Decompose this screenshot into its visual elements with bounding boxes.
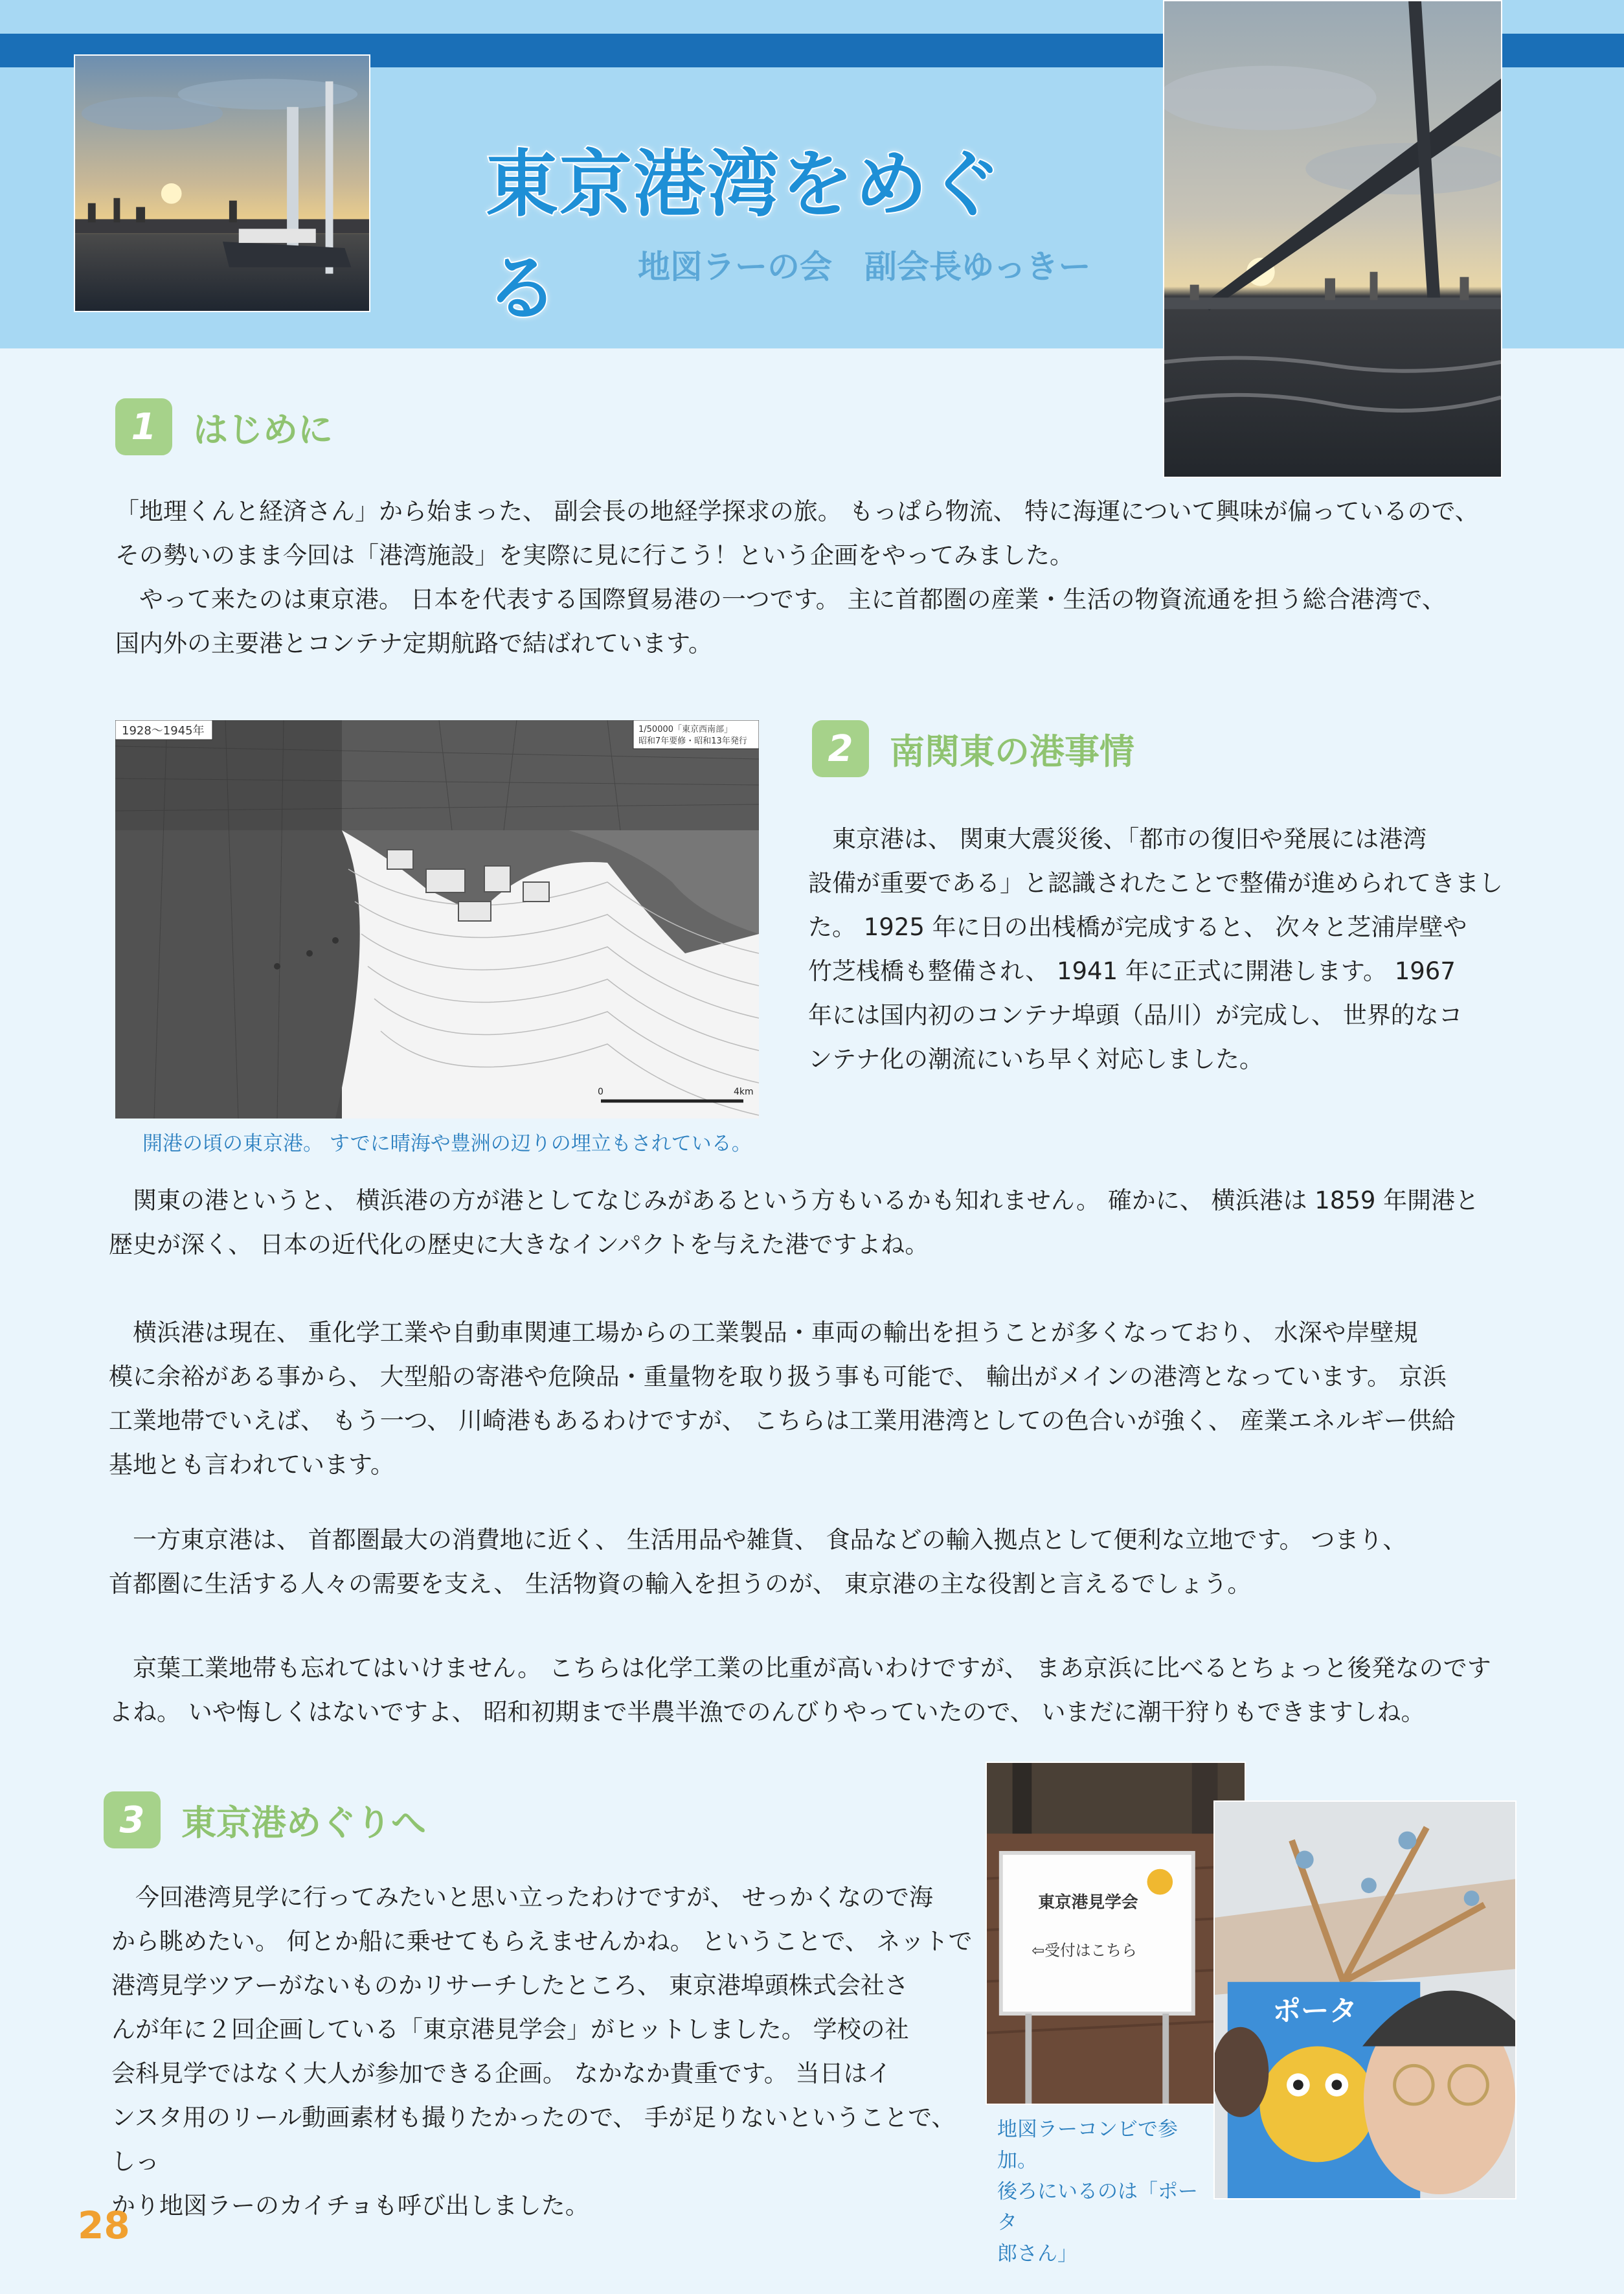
text-line: 京葉工業地帯も忘れてはいけません。 こちらは化学工業の比重が高いわけですが、 まあ京浜に比べるとちょっと後発なのです <box>109 1654 1491 1682</box>
text-line: 基地とも言われています。 <box>109 1451 395 1479</box>
text-line: 関東の港というと、 横浜港の方が港としてなじみがあるという方もいるかも知れません。 確かに、 横浜港は 1859 年開港と <box>109 1187 1480 1214</box>
caption-line: 後ろにいるのは「ポータ <box>997 2180 1198 2234</box>
text-line: んが年に２回企画している「東京港見学会」がヒットしました。 学校の社 <box>111 2016 909 2043</box>
section-3-paragraph <box>111 1876 973 2228</box>
caption-line: 地図ラーコンビで参加。 <box>997 2118 1178 2172</box>
text-line: 年には国内初のコンテナ埠頭（品川）が完成し、 世界的なコ <box>808 1001 1463 1029</box>
section-2-paragraph <box>808 817 1559 1082</box>
text-line: やって来たのは東京港。 日本を代表する国際貿易港の一つです。 主に首都圏の産業・生活の物資流通を担う総合港湾で、 <box>115 585 1446 613</box>
section-3-heading <box>104 1791 426 1848</box>
photo-selfie-mascot <box>1213 1800 1517 2199</box>
photo-rainbow-bridge <box>1163 0 1502 478</box>
text-line: ンスタ用のリール動画素材も撮りたかったので、 手が足りないということで、 しっ <box>111 2104 956 2175</box>
map-scale-start: 0 <box>598 1087 603 1097</box>
keiyo-paragraph <box>109 1646 1546 1734</box>
map-scale-end: 4km <box>734 1087 754 1097</box>
photo-sunset-ferry <box>74 54 370 312</box>
sign-direction: ⇦受付はこちら <box>1032 1941 1137 1960</box>
text-line: 竹芝桟橋も整備され、 1941 年に正式に開港します。 1967 <box>808 957 1456 985</box>
text-line: 横浜港は現在、 重化学工業や自動車関連工場からの工業製品・車両の輸出を担うことが多くなっており、 水深や岸壁規 <box>109 1319 1418 1346</box>
text-line: 歴史が深く、 日本の近代化の歴史に大きなインパクトを与えた港ですよね。 <box>109 1231 929 1258</box>
text-line: 一方東京港は、 首都圏最大の消費地に近く、 生活用品や雑貨、 食品などの輸入拠点として便利な立地です。 つまり、 <box>109 1526 1407 1554</box>
section-number: 1 <box>115 398 172 455</box>
poster-text: ポータ <box>1272 1994 1358 2028</box>
section-number: 2 <box>812 720 869 777</box>
section-title: 南関東の港事情 <box>890 731 1134 772</box>
section-title: はじめに <box>193 409 333 450</box>
photo-reception-sign <box>986 1762 1246 2105</box>
sign-title: 東京港見学会 <box>1038 1892 1138 1913</box>
map-caption: 開港の頃の東京港。 すでに晴海や豊洲の辺りの埋立もされている。 <box>142 1132 752 1155</box>
map-source-label: 1/50000「東京西南部」 <box>638 725 733 734</box>
page-number: 28 <box>78 2203 130 2247</box>
caption-line: 郎さん」 <box>997 2242 1077 2266</box>
text-line: 模に余裕がある事から、 大型船の寄港や危険品・重量物を取り扱う事も可能で、 輸出がメインの港湾となっています。 京浜 <box>109 1363 1447 1391</box>
text-line: た。 1925 年に日の出桟橋が完成すると、 次々と芝浦岸壁や <box>808 913 1467 941</box>
intro-paragraph <box>115 490 1540 666</box>
page-title: 東京港湾をめぐる <box>486 142 1002 331</box>
photo-caption <box>997 2114 1211 2269</box>
text-line: かり地図ラーのカイチョも呼び出しました。 <box>111 2192 589 2220</box>
text-line: 今回港湾見学に行ってみたいと思い立ったわけですが、 せっかくなので海 <box>111 1883 934 1911</box>
section-number: 3 <box>104 1791 161 1848</box>
map-source-label: 昭和7年要修・昭和13年発行 <box>638 736 747 746</box>
text-line: から眺めたい。 何とか船に乗せてもらえませんかね。 ということで、 ネットで <box>111 1927 973 1955</box>
historic-map <box>115 720 759 1119</box>
kanto-paragraph <box>109 1179 1546 1267</box>
section-2-heading <box>812 720 1134 777</box>
section-1-heading <box>115 398 333 455</box>
text-line: 東京港は、 関東大震災後、「都市の復旧や発展には港湾 <box>808 825 1427 853</box>
map-period-label: 1928～1945年 <box>122 724 205 738</box>
text-line: 「地理くんと経済さん」から始まった、 副会長の地経学探求の旅。 もっぱら物流、 特に海運について興味が偏っているので、 <box>115 497 1479 525</box>
text-line: 会科見学ではなく大人が参加できる企画。 なかなか貴重です。 当日はイ <box>111 2060 892 2087</box>
text-line: 国内外の主要港とコンテナ定期航路で結ばれています。 <box>115 630 713 657</box>
text-line: ンテナ化の潮流にいち早く対応しました。 <box>808 1045 1263 1073</box>
text-line: 設備が重要である」と認識されたことで整備が進められてきまし <box>808 869 1503 897</box>
text-line: 首都圏に生活する人々の需要を支え、 生活物資の輸入を担うのが、 東京港の主な役割と言えるでしょう。 <box>109 1570 1252 1598</box>
text-line: 港湾見学ツアーがないものかリサーチしたところ、 東京港埠頭株式会社さ <box>111 1971 908 1999</box>
text-line: その勢いのまま今回は「港湾施設」を実際に見に行こう！という企画をやってみました。 <box>115 541 1074 569</box>
yokohama-paragraph <box>109 1311 1546 1487</box>
section-title: 東京港めぐりへ <box>181 1802 426 1843</box>
author-subtitle: 地図ラーの会 副会長ゆっきー <box>638 248 1091 286</box>
text-line: 工業地帯でいえば、 もう一つ、 川崎港もあるわけですが、 こちらは工業用港湾としての色合いが強く、 産業エネルギー供給 <box>109 1407 1456 1435</box>
text-line: よね。 いや悔しくはないですよ、 昭和初期まで半農半漁でのんびりやっていたので、 いまだに潮干狩りもできますしね。 <box>109 1698 1425 1726</box>
tokyo-paragraph <box>109 1518 1546 1606</box>
